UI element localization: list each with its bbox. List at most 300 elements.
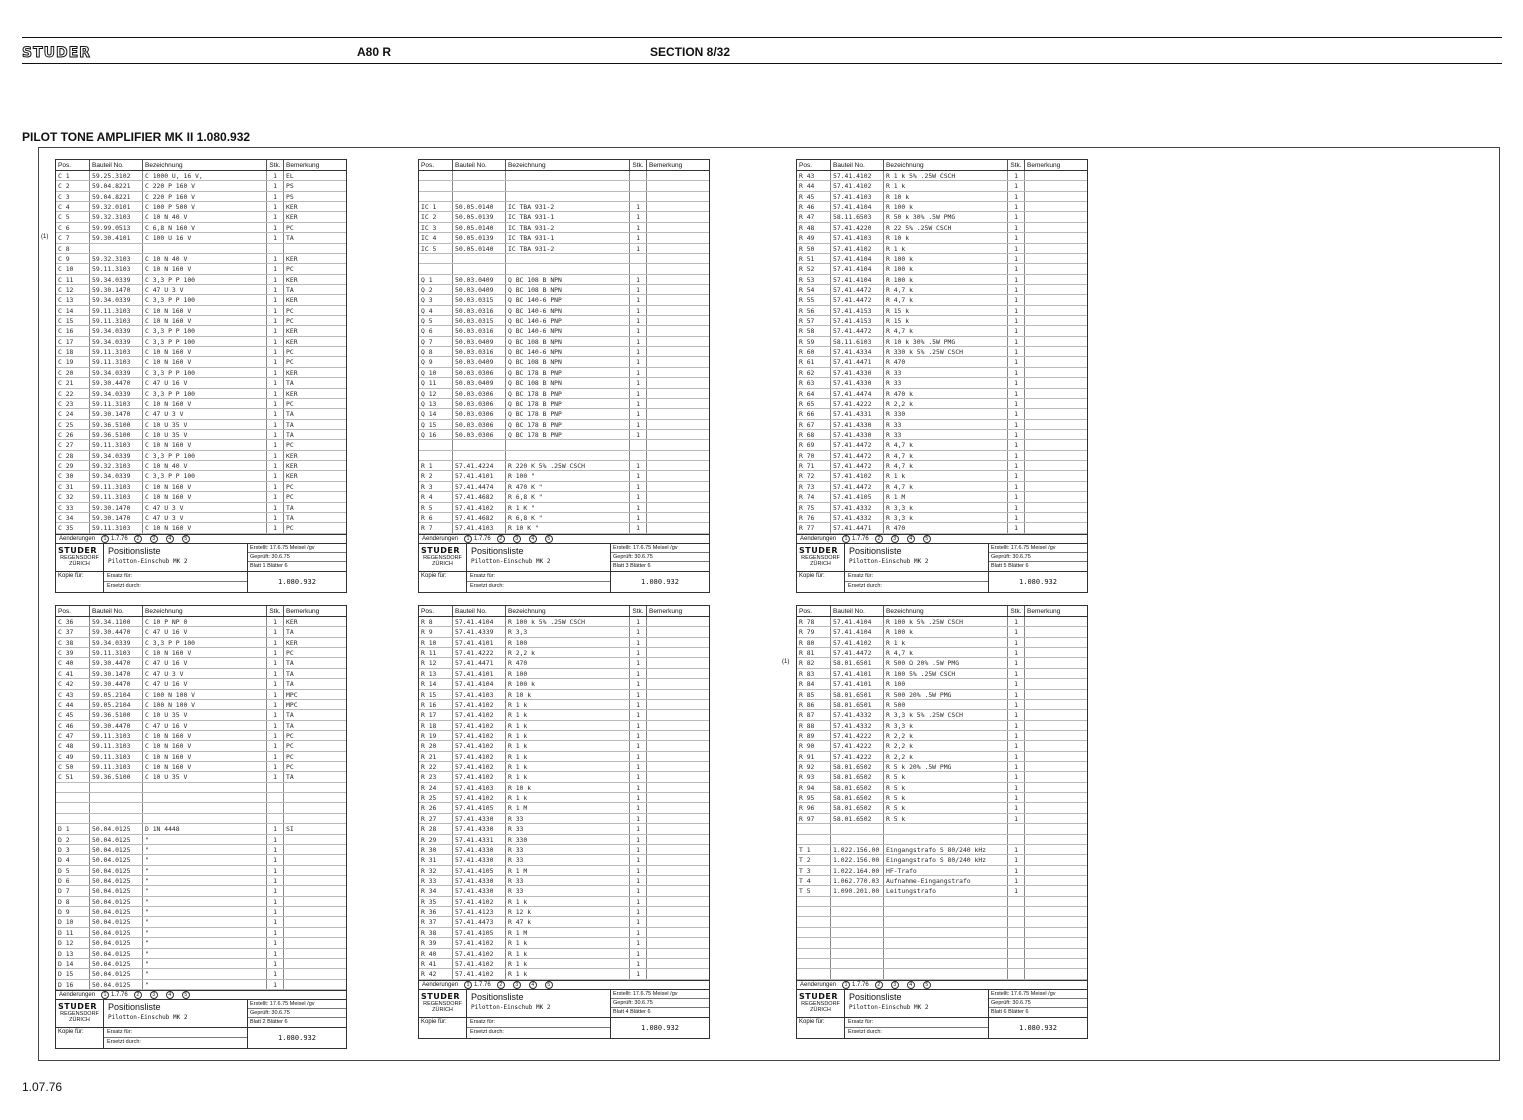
- revision-circle: 5: [182, 535, 190, 543]
- table-row: [56, 399, 346, 409]
- revision-circle: 3: [150, 535, 158, 543]
- table-cell: R 89: [797, 731, 831, 740]
- table-cell: [1025, 959, 1087, 968]
- table-cell: 59.32.0101: [90, 202, 143, 211]
- table-cell: R 1 K ": [506, 503, 630, 512]
- table-cell: PC: [286, 306, 294, 315]
- table-cell: KER: [286, 451, 298, 460]
- revision-slot: [904, 535, 920, 543]
- table-row: [56, 306, 346, 316]
- table-cell: 1: [630, 638, 647, 647]
- table-cell: R 57: [797, 316, 831, 325]
- table-row: [419, 306, 709, 316]
- table-row: [419, 783, 709, 793]
- table-cell: [647, 264, 709, 273]
- table-cell: D 8: [56, 897, 90, 906]
- table-cell: 58.01.6502: [831, 783, 884, 792]
- edit-block: [248, 544, 346, 571]
- table-row: [56, 316, 346, 326]
- table-cell: R 76: [797, 513, 831, 522]
- table-cell: 57.41.4222: [831, 399, 884, 408]
- table-cell: [453, 192, 506, 201]
- table-cell: [419, 254, 453, 263]
- table-cell: R 73: [797, 482, 831, 491]
- table-row: [797, 886, 1087, 896]
- table-row: [797, 876, 1087, 886]
- table-row: [56, 845, 346, 855]
- table-cell: 57.41.4682: [453, 513, 506, 522]
- table-cell: R 25: [419, 793, 453, 802]
- column-header: Bezeichnung: [884, 160, 1008, 170]
- table-row: [419, 192, 709, 202]
- table-cell: R 45: [797, 192, 831, 201]
- table-row: [419, 171, 709, 181]
- table-cell: 50.04.0125: [90, 886, 143, 895]
- table-row: [419, 866, 709, 876]
- table-cell: C 47: [56, 731, 90, 740]
- table-cell: Q BC 178 B PNP: [506, 420, 630, 429]
- revision-slot: [179, 535, 195, 543]
- table-cell: D 9: [56, 907, 90, 916]
- table-cell: 1: [267, 855, 284, 864]
- table-row: [56, 772, 346, 782]
- table-cell: [647, 409, 709, 418]
- table-cell: 1: [630, 917, 647, 926]
- table-row: [419, 451, 709, 461]
- table-cell: ": [143, 969, 267, 978]
- table-cell: R 20: [419, 741, 453, 750]
- table-cell: [90, 244, 143, 253]
- table-cell: 50.03.0409: [453, 357, 506, 366]
- table-cell: R 55: [797, 295, 831, 304]
- table-cell: 1: [1008, 772, 1025, 781]
- table-cell: T 5: [797, 886, 831, 895]
- table-cell: 1: [1008, 648, 1025, 657]
- table-cell: 1: [267, 212, 284, 221]
- table-cell: 57.41.4471: [831, 523, 884, 532]
- table-cell: [284, 866, 346, 875]
- table-cell: 1: [630, 399, 647, 408]
- table-cell: R 92: [797, 762, 831, 771]
- table-cell: [1025, 337, 1087, 346]
- table-cell: 1.022.156.00: [831, 845, 884, 854]
- table-cell: C 6,8 N 160 V: [143, 223, 267, 232]
- table-cell: [284, 980, 346, 989]
- table-cell: R 470 k: [884, 389, 1008, 398]
- table-cell: C 25: [56, 420, 90, 429]
- table-cell: 1: [267, 949, 284, 958]
- blatt-field: Blatt 6 Blätter 6: [991, 1008, 1029, 1015]
- table-cell: KER: [286, 213, 298, 222]
- table-cell: 1: [267, 389, 284, 398]
- erstellt-field: Erstellt: 17.6.75 Meisel /gv: [248, 544, 346, 553]
- table-cell: R 3,3 k: [884, 721, 1008, 730]
- table-cell: 1: [1008, 295, 1025, 304]
- table-row: [419, 969, 709, 979]
- table-cell: R 18: [419, 721, 453, 730]
- table-cell: 1: [630, 368, 647, 377]
- table-cell: [143, 783, 267, 792]
- table-cell: 50.03.0306: [453, 430, 506, 439]
- table-cell: Q BC 140-6 PNP: [506, 316, 630, 325]
- revision-slot: [904, 981, 920, 989]
- column-header: Bauteil No.: [831, 160, 884, 170]
- table-cell: R 1 k: [506, 772, 630, 781]
- table-cell: R 10 k: [884, 192, 1008, 201]
- table-cell: PC: [286, 763, 294, 772]
- table-cell: R 14: [419, 679, 453, 688]
- table-cell: MPC: [286, 690, 298, 699]
- table-cell: 1: [1008, 347, 1025, 356]
- table-cell: R 10 K ": [506, 523, 630, 532]
- table-row: [56, 440, 346, 450]
- table-cell: 1: [1008, 866, 1025, 875]
- table-row: [56, 824, 346, 834]
- table-cell: 1: [630, 648, 647, 657]
- table-cell: 57.41.4332: [831, 503, 884, 512]
- table-cell: [630, 254, 647, 263]
- kopie-field: Kopie für:: [797, 1018, 845, 1038]
- table-row: [56, 679, 346, 689]
- table-cell: [797, 835, 831, 844]
- table-cell: R 41: [419, 959, 453, 968]
- table-cell: 50.05.0139: [453, 212, 506, 221]
- table-cell: [1008, 897, 1025, 906]
- table-cell: [1008, 928, 1025, 937]
- table-cell: 57.41.4104: [453, 679, 506, 688]
- table-cell: [284, 244, 346, 253]
- table-cell: [647, 710, 709, 719]
- table-cell: [453, 264, 506, 273]
- table-cell: 1: [267, 969, 284, 978]
- table-cell: 1: [267, 337, 284, 346]
- table-cell: [831, 897, 884, 906]
- table-row: [419, 233, 709, 243]
- revision-slot: [872, 981, 888, 989]
- header-rule-top: [22, 37, 1502, 38]
- city-label: ZÜRICH: [69, 560, 90, 567]
- table-cell: 1: [630, 244, 647, 253]
- table-row: [56, 949, 346, 959]
- table-cell: 1: [267, 306, 284, 315]
- table-cell: 1: [1008, 513, 1025, 522]
- table-cell: 59.34.0339: [90, 275, 143, 284]
- table-cell: R 6,8 K ": [506, 492, 630, 501]
- table-row: [56, 855, 346, 865]
- table-cell: [1025, 658, 1087, 667]
- table-cell: [647, 886, 709, 895]
- table-cell: Q 13: [419, 399, 453, 408]
- table-row: [419, 316, 709, 326]
- table-cell: 1: [267, 316, 284, 325]
- table-cell: PS: [286, 182, 294, 191]
- column-header: Stk.: [630, 160, 647, 170]
- table-cell: R 1 k: [506, 731, 630, 740]
- table-row: [797, 285, 1087, 295]
- table-cell: [647, 202, 709, 211]
- table-cell: [831, 907, 884, 916]
- table-cell: 1: [267, 223, 284, 232]
- revision-circle: 2: [875, 535, 883, 543]
- table-row: [419, 223, 709, 233]
- table-row: [56, 969, 346, 979]
- table-row: [797, 399, 1087, 409]
- kopie-field: Kopie für:: [419, 1018, 467, 1038]
- table-cell: [419, 171, 453, 180]
- table-cell: 1: [267, 285, 284, 294]
- table-cell: [453, 440, 506, 449]
- table-cell: C 10 U 35 V: [143, 430, 267, 439]
- table-cell: 57.41.4222: [831, 741, 884, 750]
- table-cell: R 100 k: [884, 627, 1008, 636]
- table-row: [797, 233, 1087, 243]
- table-row: [419, 295, 709, 305]
- table-row: [419, 471, 709, 481]
- table-cell: 1: [1008, 357, 1025, 366]
- table-cell: T 1: [797, 845, 831, 854]
- table-cell: [143, 803, 267, 812]
- table-cell: [56, 793, 90, 802]
- table-header: [797, 606, 1087, 617]
- table-cell: 1: [630, 700, 647, 709]
- table-cell: [284, 783, 346, 792]
- table-cell: R 66: [797, 409, 831, 418]
- edit-block: [611, 990, 709, 1017]
- table-cell: 1: [1008, 492, 1025, 501]
- erstellt-field: Erstellt: 17.6.75 Meisel /gv: [611, 990, 709, 999]
- table-cell: 1: [267, 959, 284, 968]
- table-cell: R 1 k: [506, 897, 630, 906]
- table-cell: 1: [267, 669, 284, 678]
- table-row: [419, 503, 709, 513]
- table-cell: 59.11.3103: [90, 264, 143, 273]
- revision-circle: 5: [923, 981, 931, 989]
- revision-slot: [510, 535, 526, 543]
- table-cell: C 1000 U, 16 V,: [143, 171, 267, 180]
- table-cell: R 10: [419, 638, 453, 647]
- table-cell: 1: [630, 326, 647, 335]
- table-cell: R 88: [797, 721, 831, 730]
- table-row: [797, 855, 1087, 865]
- table-cell: [797, 969, 831, 978]
- table-cell: IC TBA 931-1: [506, 233, 630, 242]
- column-header: Stk.: [267, 160, 284, 170]
- table-cell: [630, 181, 647, 190]
- table-cell: 57.41.4101: [831, 679, 884, 688]
- revision-row: [56, 535, 346, 544]
- city-label: REGENSDORF: [60, 1010, 99, 1017]
- table-cell: 1: [1008, 638, 1025, 647]
- table-cell: 50.04.0125: [90, 938, 143, 947]
- table-cell: D 14: [56, 959, 90, 968]
- table-cell: 1: [267, 399, 284, 408]
- ersatz-block: [104, 572, 248, 592]
- table-row: [56, 451, 346, 461]
- table-cell: [1025, 306, 1087, 315]
- table-cell: 1: [1008, 814, 1025, 823]
- table-cell: [1025, 617, 1087, 626]
- table-cell: [267, 793, 284, 802]
- erstellt-field: Erstellt: 17.6.75 Meisel /gv: [248, 1000, 346, 1009]
- table-cell: C 10 N 160 V: [143, 357, 267, 366]
- title-main: [797, 544, 1087, 572]
- table-cell: 1: [630, 295, 647, 304]
- table-row: [797, 420, 1087, 430]
- section-label: SECTION 8/32: [650, 45, 731, 59]
- table-row: [56, 617, 346, 627]
- column-header: Stk.: [1008, 160, 1025, 170]
- table-cell: R 10 k: [506, 690, 630, 699]
- table-cell: 1: [630, 430, 647, 439]
- table-row: [56, 482, 346, 492]
- table-cell: R 500: [884, 700, 1008, 709]
- table-cell: 59.11.3103: [90, 316, 143, 325]
- revision-slot: [872, 535, 888, 543]
- table-cell: C 8: [56, 244, 90, 253]
- table-cell: 50.03.0306: [453, 368, 506, 377]
- table-cell: R 15 k: [884, 316, 1008, 325]
- table-row: [797, 244, 1087, 254]
- revision-label: Aenderungen: [59, 991, 96, 998]
- table-cell: 57.41.4102: [453, 793, 506, 802]
- table-cell: [419, 451, 453, 460]
- table-cell: 57.41.4471: [453, 658, 506, 667]
- table-cell: 1.062.770.03: [831, 876, 884, 885]
- table-header: [419, 606, 709, 617]
- table-cell: 1: [267, 938, 284, 947]
- table-cell: 1: [630, 285, 647, 294]
- table-row: [56, 430, 346, 440]
- table-cell: 57.41.4474: [453, 482, 506, 491]
- table-cell: [647, 721, 709, 730]
- ersatz-fuer-field: Ersatz für:: [467, 572, 610, 582]
- table-cell: D 5: [56, 866, 90, 875]
- table-cell: [1025, 503, 1087, 512]
- table-cell: [1025, 886, 1087, 895]
- table-cell: [647, 337, 709, 346]
- table-row: [419, 793, 709, 803]
- table-cell: 58.01.6502: [831, 814, 884, 823]
- table-cell: 58.11.6503: [831, 212, 884, 221]
- table-row: [419, 430, 709, 440]
- table-cell: [647, 855, 709, 864]
- table-cell: [1008, 969, 1025, 978]
- table-row: [419, 440, 709, 450]
- table-cell: [647, 192, 709, 201]
- table-cell: R 48: [797, 223, 831, 232]
- table-cell: [143, 244, 267, 253]
- table-cell: 57.41.4330: [453, 814, 506, 823]
- table-cell: R 54: [797, 285, 831, 294]
- table-cell: [647, 513, 709, 522]
- revision-circle: 2: [875, 981, 883, 989]
- table-row: [797, 669, 1087, 679]
- revision-circle: 4: [907, 981, 915, 989]
- table-cell: 57.41.4331: [453, 835, 506, 844]
- doc-title: Positionsliste: [108, 545, 161, 556]
- table-row: [56, 835, 346, 845]
- table-row: [419, 803, 709, 813]
- parts-table: [55, 605, 347, 991]
- table-cell: [1025, 928, 1087, 937]
- table-cell: C 12: [56, 285, 90, 294]
- title-main: [419, 544, 709, 572]
- table-cell: R 100 k: [884, 202, 1008, 211]
- table-row: [797, 969, 1087, 979]
- table-cell: [1025, 710, 1087, 719]
- table-cell: 57.41.4102: [453, 752, 506, 761]
- table-cell: [506, 171, 630, 180]
- table-cell: 57.41.4331: [831, 409, 884, 418]
- table-row: [797, 866, 1087, 876]
- table-cell: [647, 295, 709, 304]
- footer-date: 1.07.76: [22, 1080, 63, 1094]
- table-cell: [1025, 762, 1087, 771]
- table-row: [56, 275, 346, 285]
- doc-number: 1.080.932: [1019, 577, 1057, 586]
- table-cell: ": [143, 907, 267, 916]
- table-cell: C 4: [56, 202, 90, 211]
- table-cell: PC: [286, 752, 294, 761]
- table-cell: 57.41.4104: [831, 617, 884, 626]
- table-cell: [797, 949, 831, 958]
- table-cell: 50.04.0125: [90, 969, 143, 978]
- table-row: [797, 710, 1087, 720]
- table-cell: [647, 368, 709, 377]
- table-cell: [884, 897, 1008, 906]
- table-cell: [284, 897, 346, 906]
- table-cell: 57.41.4103: [453, 690, 506, 699]
- revision-slot: [163, 991, 179, 999]
- revision-row: [419, 981, 709, 990]
- geprueft-field: Geprüft: 30.6.75: [611, 999, 709, 1008]
- doc-block: [845, 544, 989, 571]
- table-cell: [1025, 721, 1087, 730]
- ersatz-fuer-field: Ersatz für:: [845, 572, 988, 582]
- table-cell: R 74: [797, 492, 831, 501]
- table-cell: [1025, 244, 1087, 253]
- table-cell: [647, 762, 709, 771]
- table-cell: 50.03.0306: [453, 420, 506, 429]
- title-bottom: [419, 1018, 709, 1038]
- table-cell: ": [143, 835, 267, 844]
- table-cell: [56, 783, 90, 792]
- table-cell: ": [143, 938, 267, 947]
- table-cell: R 78: [797, 617, 831, 626]
- table-cell: 1: [1008, 658, 1025, 667]
- title-bottom: [56, 572, 346, 592]
- table-cell: C 14: [56, 306, 90, 315]
- table-cell: 1: [1008, 440, 1025, 449]
- table-cell: [1025, 845, 1087, 854]
- table-cell: [1025, 461, 1087, 470]
- table-cell: Q 1: [419, 275, 453, 284]
- table-row: [797, 264, 1087, 274]
- table-cell: C 47 U 3 V: [143, 513, 267, 522]
- table-cell: Q BC 108 B NPN: [506, 378, 630, 387]
- table-cell: [1025, 938, 1087, 947]
- table-cell: [1025, 803, 1087, 812]
- table-cell: C 47 U 3 V: [143, 285, 267, 294]
- table-cell: 1: [1008, 244, 1025, 253]
- table-cell: 1: [1008, 731, 1025, 740]
- table-row: [797, 409, 1087, 419]
- ersatz-block: [104, 1028, 248, 1048]
- table-cell: IC 3: [419, 223, 453, 232]
- ersatz-block: [845, 1018, 989, 1038]
- table-cell: 50.04.0125: [90, 824, 143, 833]
- table-cell: ": [143, 949, 267, 958]
